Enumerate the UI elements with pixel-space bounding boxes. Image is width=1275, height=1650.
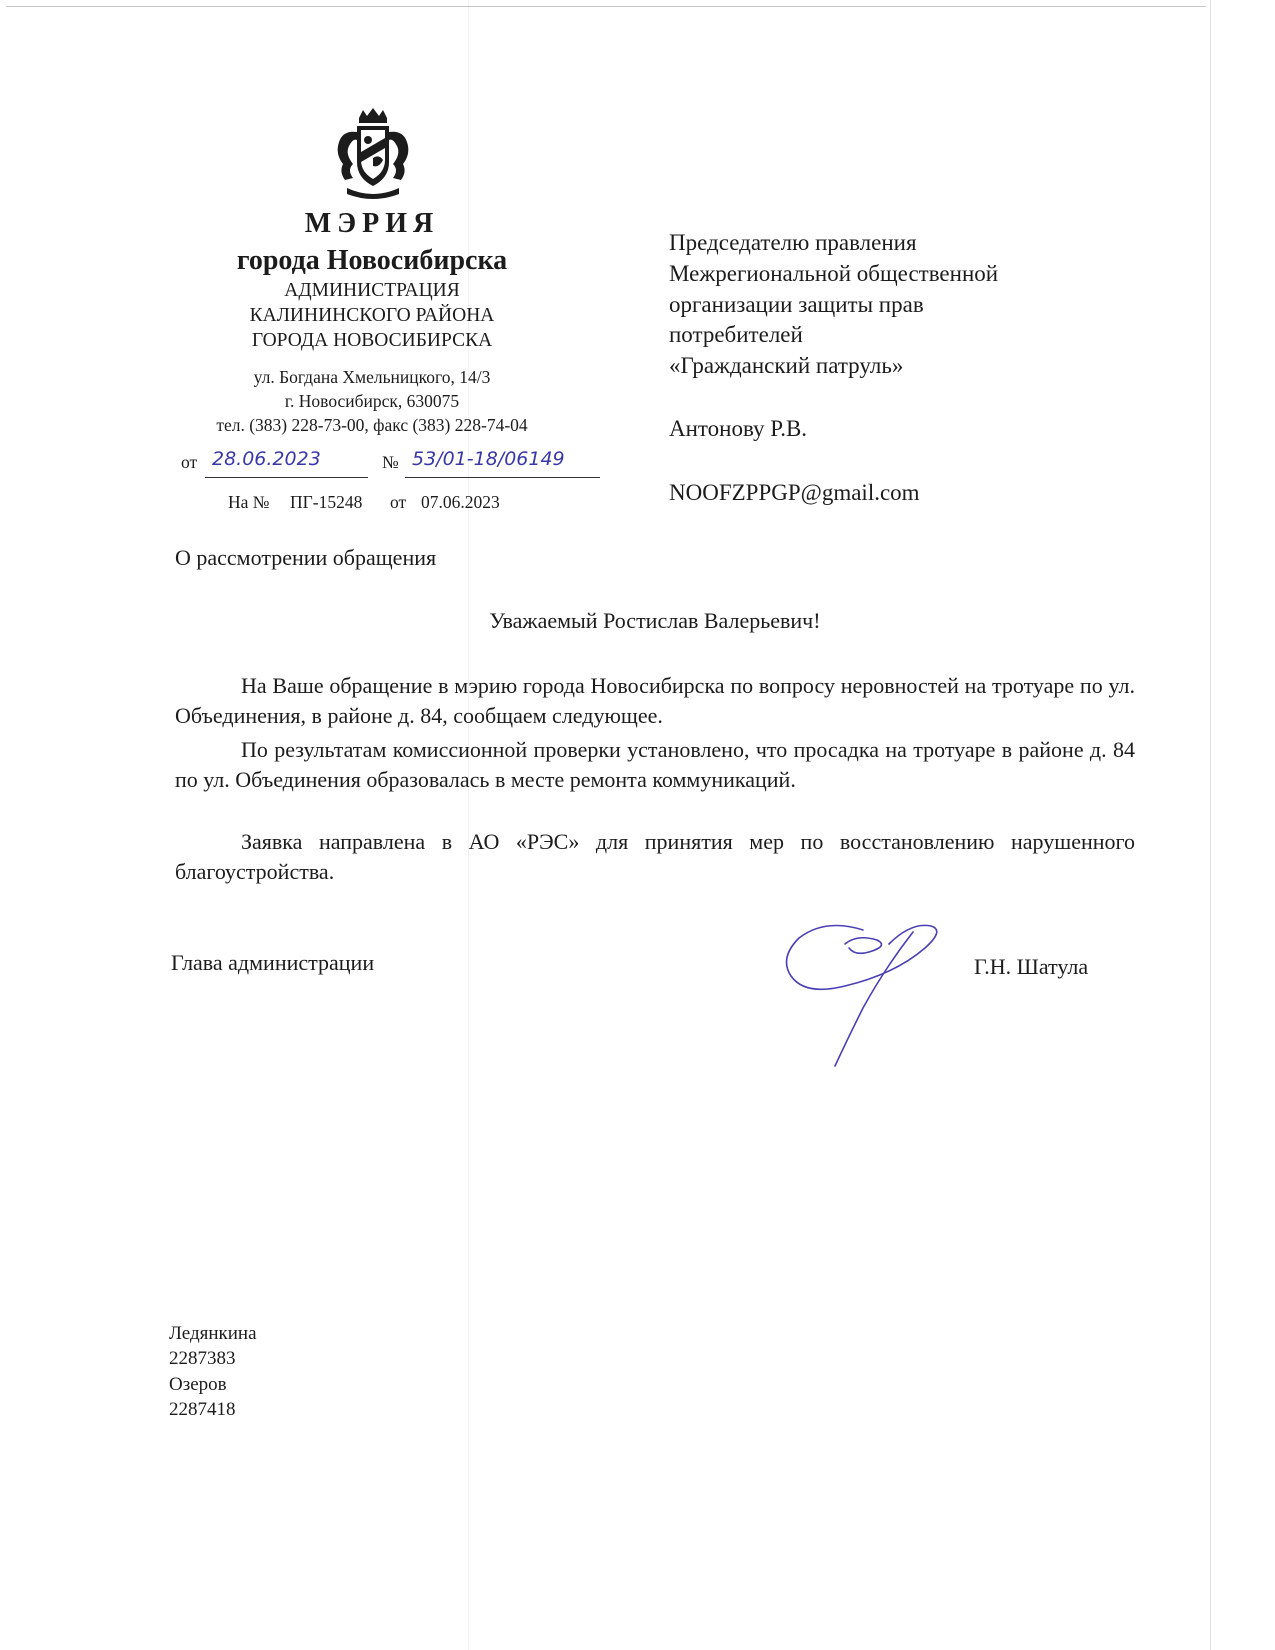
- contact-phone: 2287383: [169, 1348, 236, 1369]
- address-line: г. Новосибирск, 630075: [284, 391, 460, 411]
- addressee-line: потребителей: [669, 322, 803, 347]
- reference-prefix: На №: [228, 492, 270, 512]
- addressee-line: Председателю правления: [669, 230, 917, 255]
- administration-line: АДМИНИСТРАЦИЯ: [284, 280, 460, 301]
- administration-line: КАЛИНИНСКОГО РАЙОНА: [249, 305, 495, 326]
- reference-from: от: [390, 492, 407, 512]
- phone-fax-line: тел. (383) 228-73-00, факс (383) 228-74-04: [216, 415, 528, 435]
- handwritten-number: 53/01-18/06149: [412, 448, 565, 470]
- addressee-line: «Гражданский патруль»: [669, 353, 904, 378]
- addressee-line: Межрегиональной общественной: [669, 261, 999, 286]
- contact-name: Ледянкина: [169, 1323, 257, 1344]
- letter-subject: О рассмотрении обращения: [175, 545, 437, 570]
- coat-of-arms-icon: [333, 108, 413, 204]
- address-line: ул. Богдана Хмельницкого, 14/3: [253, 367, 491, 387]
- signature-icon: [785, 918, 955, 1078]
- addressee-email: NOOFZPPGP@gmail.com: [669, 480, 920, 505]
- handwritten-date: 28.06.2023: [212, 448, 321, 470]
- date-prefix: от: [181, 452, 198, 472]
- reference-date: 07.06.2023: [421, 492, 500, 512]
- addressee-name: Антонову Р.В.: [669, 416, 808, 441]
- salutation: Уважаемый Ростислав Валерьевич!: [489, 608, 821, 633]
- contact-phone: 2287418: [169, 1399, 236, 1420]
- date-underline: [205, 477, 368, 478]
- contact-name: Озеров: [169, 1374, 227, 1395]
- body-paragraph: На Ваше обращение в мэрию города Новосибирска по вопросу неровностей на тротуаре по ул. Объединения, в районе д. 84, сообщаем следующее.: [175, 673, 1135, 728]
- body-paragraph: Заявка направлена в АО «РЭС» для принятия мер по восстановлению нарушенного благоустройства.: [175, 829, 1135, 884]
- number-prefix: №: [382, 452, 399, 472]
- signatory-title: Глава администрации: [171, 950, 375, 975]
- top-rule: [6, 6, 1206, 7]
- meria-title: МЭРИЯ: [304, 208, 440, 239]
- signatory-name: Г.Н. Шатула: [974, 954, 1089, 979]
- city-title: города Новосибирска: [236, 245, 508, 276]
- body-paragraph: По результатам комиссионной проверки установлено, что просадка на тротуаре в районе д. 84 по ул. Объединения образовалась в месте ремонта коммуникаций.: [175, 737, 1135, 792]
- number-underline: [405, 477, 600, 478]
- reference-number: ПГ-15248: [290, 492, 363, 512]
- administration-line: ГОРОДА НОВОСИБИРСКА: [251, 330, 493, 351]
- addressee-line: организации защиты прав: [669, 292, 924, 317]
